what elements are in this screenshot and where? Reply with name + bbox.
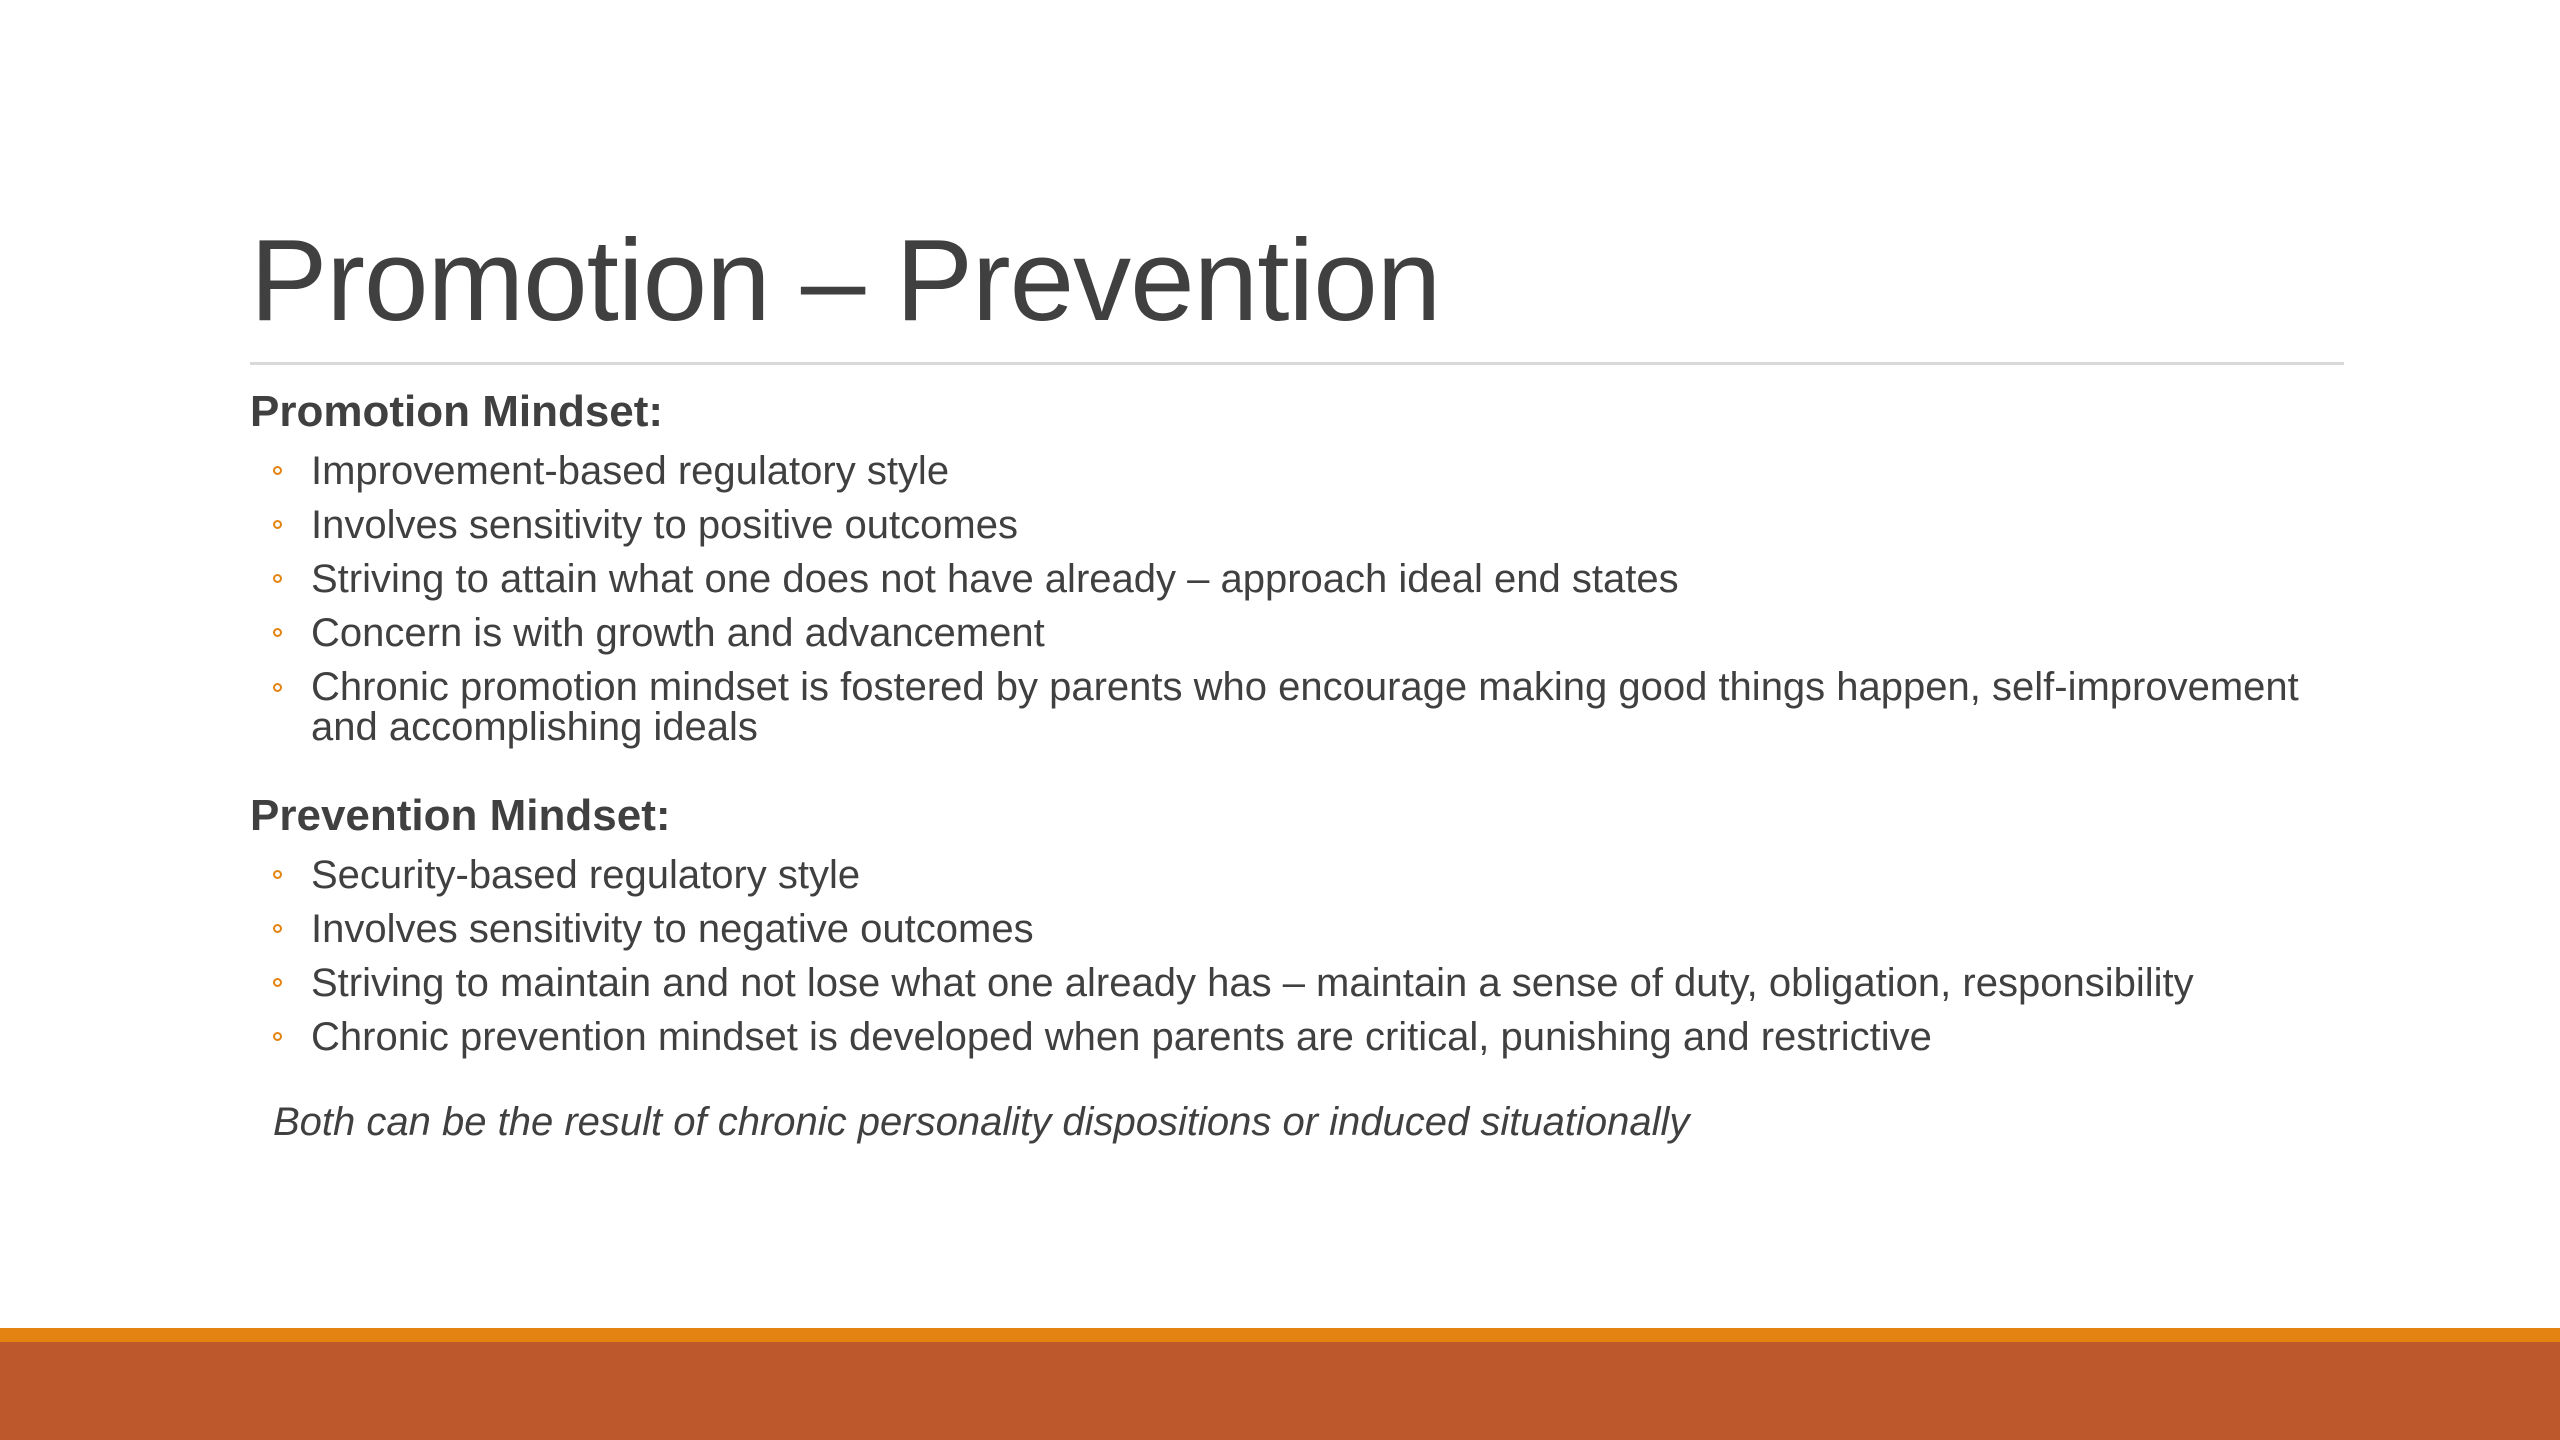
promotion-bullet-list <box>250 444 2330 754</box>
list-item <box>250 848 2330 902</box>
bullet-text: Striving to attain what one does not have already – approach ideal end states <box>311 557 1679 601</box>
bullet-text: Chronic promotion mindset is fostered by parents who encourage making good things happen, self-improvement and accomplishing ideals <box>311 665 2299 749</box>
list-item <box>250 660 2330 754</box>
bullet-text: Striving to maintain and not lose what one already has – maintain a sense of duty, obligation, responsibility <box>311 961 2194 1005</box>
circle-bullet-icon <box>273 520 282 529</box>
slide-content <box>250 380 2330 1064</box>
bullet-text: Chronic prevention mindset is developed when parents are critical, punishing and restrictive <box>311 1015 1932 1059</box>
footer-accent-stripe <box>0 1328 2560 1342</box>
circle-bullet-icon <box>273 628 282 637</box>
footer-bar <box>0 1342 2560 1440</box>
bullet-text: Improvement-based regulatory style <box>311 449 950 493</box>
list-item <box>250 444 2330 498</box>
circle-bullet-icon <box>273 466 282 475</box>
list-item <box>250 902 2330 956</box>
slide-title: Promotion – Prevention <box>250 215 1441 345</box>
prevention-bullet-list <box>250 848 2330 1064</box>
list-item <box>250 498 2330 552</box>
circle-bullet-icon <box>273 683 282 692</box>
list-item <box>250 552 2330 606</box>
bullet-text: Involves sensitivity to positive outcomes <box>311 503 1018 547</box>
circle-bullet-icon <box>273 1032 282 1041</box>
summary-note: Both can be the result of chronic personality dispositions or induced situationally <box>273 1100 1690 1144</box>
bullet-text: Security-based regulatory style <box>311 853 861 897</box>
circle-bullet-icon <box>273 978 282 987</box>
prevention-heading: Prevention Mindset: <box>250 791 671 840</box>
list-item <box>250 1010 2330 1064</box>
list-item <box>250 956 2330 1010</box>
circle-bullet-icon <box>273 870 282 879</box>
promotion-heading: Promotion Mindset: <box>250 387 664 436</box>
title-divider <box>250 362 2344 365</box>
section-spacer <box>250 754 2330 784</box>
list-item <box>250 606 2330 660</box>
bullet-text: Involves sensitivity to negative outcomes <box>311 907 1034 951</box>
circle-bullet-icon <box>273 924 282 933</box>
bullet-text: Concern is with growth and advancement <box>311 611 1045 655</box>
circle-bullet-icon <box>273 574 282 583</box>
